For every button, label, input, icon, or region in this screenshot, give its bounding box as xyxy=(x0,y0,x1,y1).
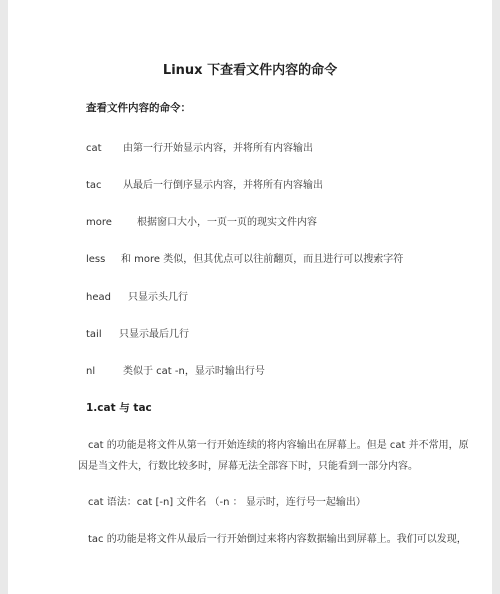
command-row-cat xyxy=(86,139,313,154)
syntax-line: cat 语法：cat [-n] 文件名 （-n ： 显示时，连行号一起输出） xyxy=(88,497,366,508)
document-title: Linux 下查看文件内容的命令 xyxy=(162,63,338,78)
command-desc: 只显示头几行 xyxy=(128,292,188,303)
command-row-head xyxy=(86,288,188,303)
command-name: nl xyxy=(86,366,96,377)
subheading: 查看文件内容的命令： xyxy=(86,102,191,114)
command-name: tail xyxy=(86,329,102,340)
paragraph-line: cat 的功能是将文件从第一行开始连续的将内容输出在屏幕上。但是 cat 并不常用，原 xyxy=(88,440,469,451)
command-name: head xyxy=(86,292,111,303)
command-row-nl xyxy=(86,362,265,377)
command-name: cat xyxy=(86,143,102,154)
command-row-tail xyxy=(86,325,189,340)
command-desc: 和 more 类似，但其优点可以往前翻页，而且进行可以搜索字符 xyxy=(121,254,404,265)
command-row-tac xyxy=(86,176,323,191)
command-desc: 根据窗口大小，一页一页的现实文件内容 xyxy=(137,217,317,228)
command-row-less xyxy=(86,250,403,265)
command-name: tac xyxy=(86,180,102,191)
command-desc: 只显示最后几行 xyxy=(119,329,189,340)
section-heading: 1.cat 与 tac xyxy=(86,402,152,414)
command-name: more xyxy=(86,217,112,228)
paragraph-line: 因是当文件大，行数比较多时，屏幕无法全部容下时，只能看到一部分内容。 xyxy=(78,461,418,472)
document-page xyxy=(8,0,492,594)
command-desc: 类似于 cat -n，显示时输出行号 xyxy=(123,366,265,377)
command-desc: 由第一行开始显示内容，并将所有内容输出 xyxy=(123,143,313,154)
command-row-more xyxy=(86,213,317,228)
command-name: less xyxy=(86,254,106,265)
command-desc: 从最后一行倒序显示内容，并将所有内容输出 xyxy=(123,180,323,191)
paragraph-line: tac 的功能是将文件从最后一行开始倒过来将内容数据输出到屏幕上。我们可以发现， xyxy=(88,534,467,545)
